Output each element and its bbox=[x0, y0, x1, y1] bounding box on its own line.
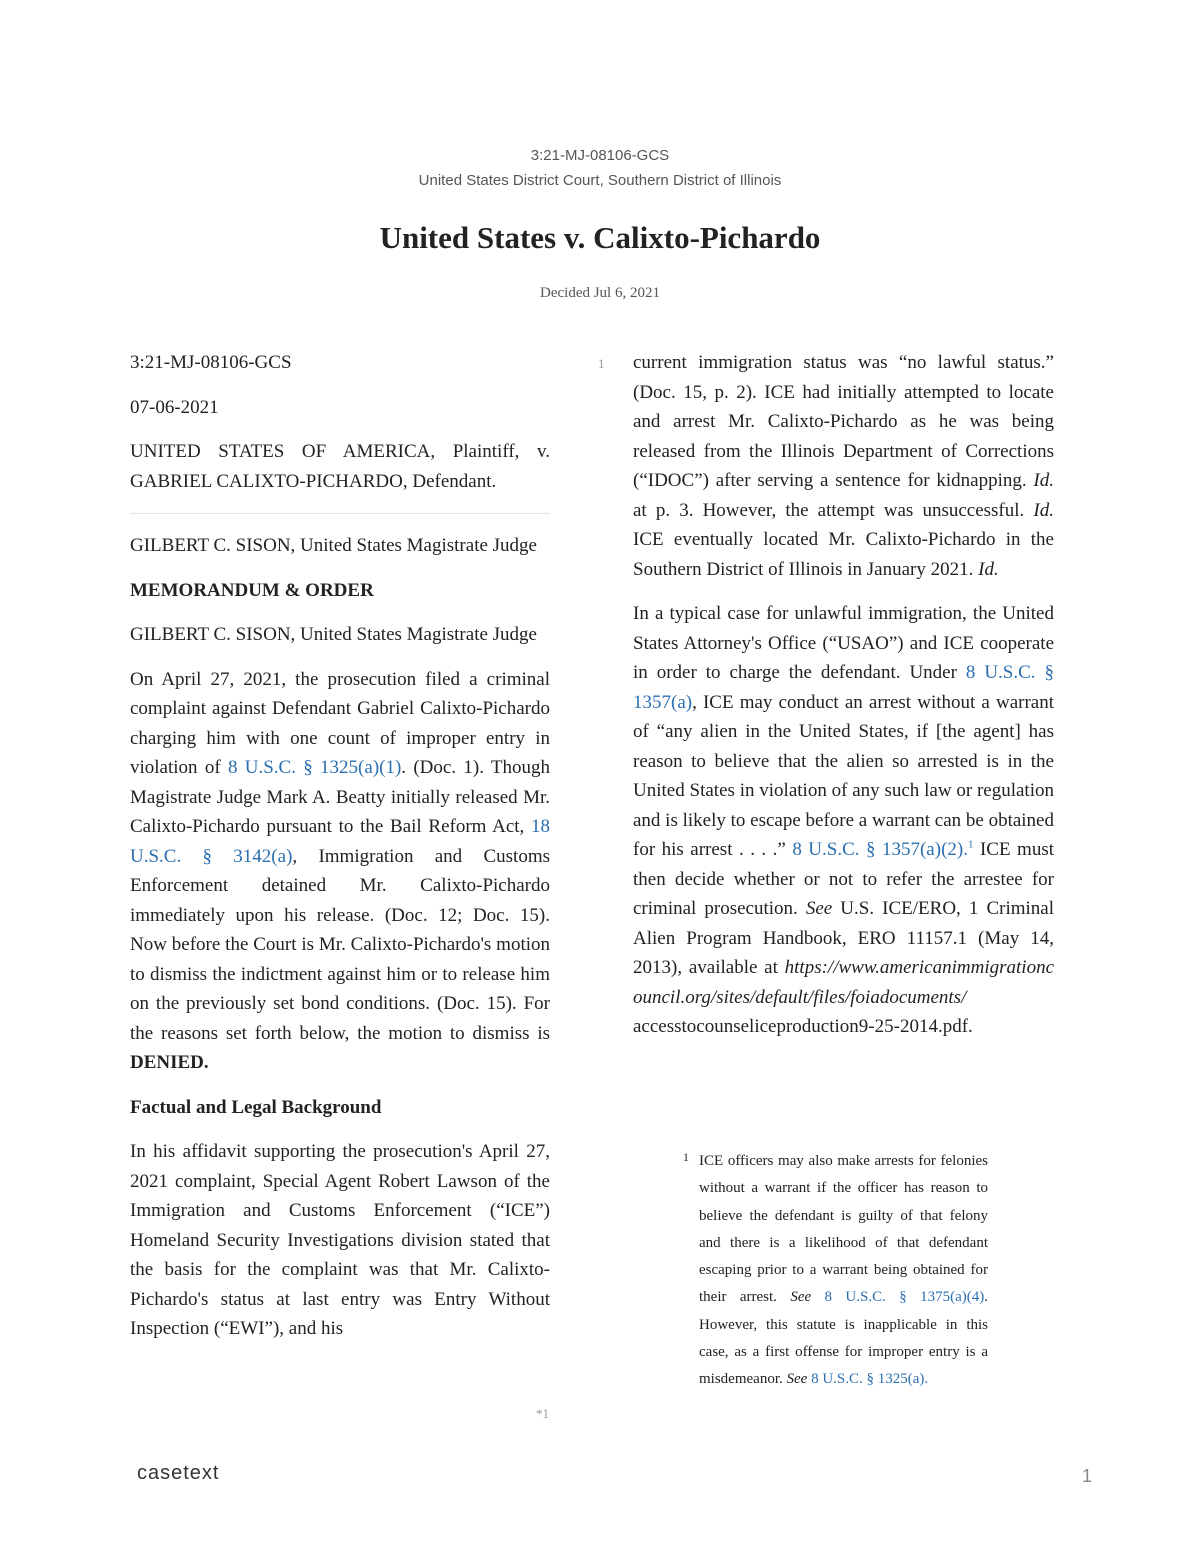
see-signal: See bbox=[786, 1371, 808, 1388]
footnote-ref[interactable]: 1 bbox=[967, 838, 974, 851]
page-marker-right: 1 bbox=[598, 356, 605, 371]
citation-link-1325a[interactable]: 8 U.S.C. § 1325(a) bbox=[811, 1371, 925, 1388]
memorandum-heading: MEMORANDUM & ORDER bbox=[130, 579, 374, 601]
divider bbox=[130, 513, 550, 514]
background-paragraph: In his affidavit supporting the prosecution's April 27, 2021 complaint, Special Agent Robert Lawson of the Immigration and Customs Enforcement (“ICE”) Homeland Security Investigations division stated that the basis for the complaint was that Mr. Calixto-Pichardo's status at last entry was Entry Without Inspection (“EWI”), and his bbox=[130, 1141, 550, 1339]
page-marker: *1 bbox=[536, 1406, 549, 1421]
decided-date: Decided Jul 6, 2021 bbox=[540, 285, 660, 301]
casetext-logo: casetext bbox=[137, 1462, 220, 1484]
intro-paragraph bbox=[130, 665, 550, 1078]
text: current immigration status was “no lawful status.” (Doc. 15, p. 2). ICE had initially attempted to locate and arrest Mr. Calixto-Pichardo as he was being released from the Illinois Department of Corrections (“IDOC”) after serving a sentence for kidnapping. bbox=[633, 352, 1054, 491]
text: ICE officers may also make arrests for felonies without a warrant if the officer has reason to believe the defendant is guilty of that felony and there is a likelihood of that defendant escaping prior to a warrant being obtained for their arrest. bbox=[699, 1153, 988, 1306]
case-title: United States v. Calixto-Pichardo bbox=[379, 220, 821, 255]
judge-line: GILBERT C. SISON, United States Magistrate Judge bbox=[130, 535, 537, 556]
decision-date: 07-06-2021 bbox=[130, 396, 219, 418]
text: . However, this statute is inapplicable in this case, as a first offense for improper entry is a misdemeanor. bbox=[699, 1289, 988, 1388]
text: On April 27, 2021, the prosecution filed a criminal complaint against Defendant Gabriel Calixto-Pichardo charging him with one count of improper entry in violation of bbox=[130, 668, 550, 778]
text: ICE must then decide whether or not to refer the arrestee for criminal prosecution. bbox=[633, 839, 1055, 919]
id-cite: Id. bbox=[1033, 470, 1054, 491]
text: . bbox=[924, 1371, 929, 1388]
see-signal: See bbox=[790, 1289, 812, 1306]
docket-number: 3:21-MJ-08106-GCS bbox=[130, 352, 292, 373]
section-heading: Factual and Legal Background bbox=[130, 1096, 382, 1118]
footnote bbox=[683, 1148, 988, 1394]
citation-link-1357a[interactable]: 8 U.S.C. § 1357(a) bbox=[633, 662, 1054, 713]
judge-line-2: GILBERT C. SISON, United States Magistrate Judge bbox=[130, 624, 537, 645]
court-name: United States District Court, Southern District of Illinois bbox=[418, 172, 782, 189]
footnote-number: 1 bbox=[683, 1150, 689, 1164]
parties: UNITED STATES OF AMERICA, Plaintiff, v. GABRIEL CALIXTO-PICHARDO, Defendant. bbox=[130, 441, 550, 492]
citation-link-1325a1[interactable]: 8 U.S.C. § 1325(a)(1) bbox=[227, 757, 402, 778]
text: at p. 3. However, the attempt was unsuccessful. bbox=[633, 499, 1034, 521]
citation-link-1357a2[interactable]: 8 U.S.C. § 1357(a)(2). bbox=[792, 839, 968, 860]
url-text: https://www.americanimmigrationcouncil.org/sites/default/files/foiadocuments/ bbox=[633, 957, 1054, 1008]
typical-case-paragraph bbox=[633, 599, 1054, 1042]
text: In a typical case for unlawful immigration, the United States Attorney's Office (“USAO”) and ICE cooperate in order to charge the defendant. Under bbox=[633, 603, 1054, 683]
status-paragraph bbox=[633, 348, 1054, 584]
text: . (Doc. 1). Though Magistrate Judge Mark A. Beatty initially released Mr. Calixto-Pichardo pursuant to the Bail Reform Act, bbox=[130, 757, 550, 837]
citation-link-3142a[interactable]: 18 U.S.C. § 3142(a) bbox=[130, 816, 550, 867]
right-column bbox=[633, 348, 1054, 1057]
text: U.S. ICE/ERO, 1 Criminal Alien Program Handbook, ERO 11157.1 (May 14, 2013), available at bbox=[633, 898, 1054, 978]
left-column bbox=[130, 348, 550, 1359]
footnote-body bbox=[699, 1148, 988, 1394]
see-signal: See bbox=[805, 898, 833, 919]
url-text-2: accesstocounseliceproduction9-25-2014.pdf. bbox=[633, 1016, 973, 1037]
citation-link-1375a4[interactable]: 8 U.S.C. § 1375(a)(4) bbox=[824, 1289, 985, 1306]
text: ICE eventually located Mr. Calixto-Pichardo in the Southern District of Illinois in January 2021. bbox=[633, 529, 1054, 580]
text: , ICE may conduct an arrest without a warrant of “any alien in the United States, if [the agent] has reason to believe that the alien so arrested is in the United States in violation of any such law or regulation and is likely to escape before a warrant can be obtained for his arrest . . . .” bbox=[633, 691, 1054, 860]
page-number: 1 bbox=[1082, 1466, 1093, 1486]
id-cite: Id. bbox=[978, 558, 999, 580]
docket-number-header: 3:21-MJ-08106-GCS bbox=[530, 147, 670, 164]
text: , Immigration and Customs Enforcement detained Mr. Calixto-Pichardo immediately upon his release. (Doc. 12; Doc. 15). Now before the Court is Mr. Calixto-Pichardo's motion to dismiss the indictment against him or to release him on the previously set bond conditions. (Doc. 15). For the reasons set forth below, the motion to dismiss is bbox=[130, 845, 550, 1044]
id-cite: Id. bbox=[1033, 499, 1054, 521]
ruling: DENIED. bbox=[130, 1052, 209, 1073]
